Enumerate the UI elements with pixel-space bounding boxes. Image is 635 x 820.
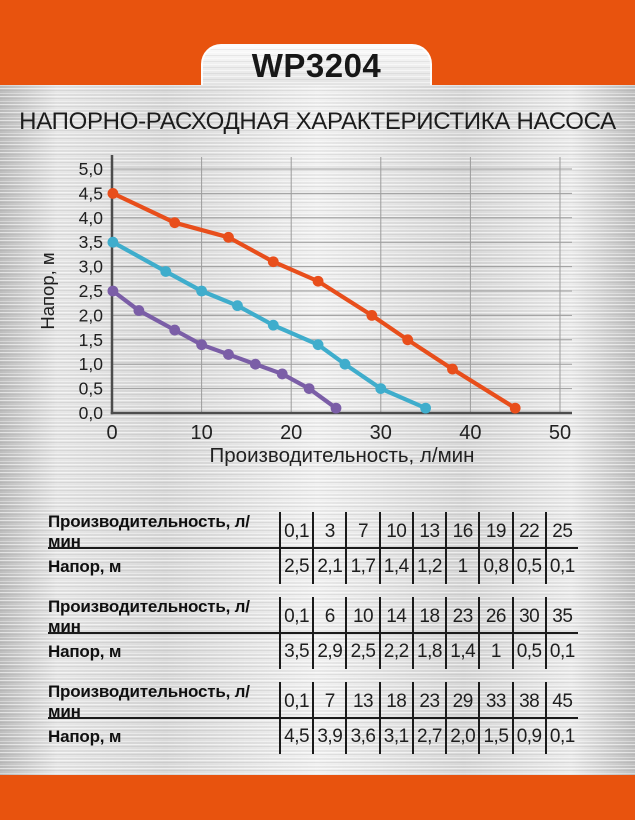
value-cell: 18 [379,682,412,722]
model-tab [201,44,432,85]
value-cell: 16 [445,512,478,552]
y-tick-label: 4,5 [78,183,103,204]
value-cell: 23 [445,597,478,637]
value-cell: 0,1 [279,682,312,722]
row-label: Производительность, л/мин [48,512,250,551]
value-cell: 33 [478,682,511,722]
model-number: WP3204 [251,46,382,84]
series-point-curve-low [304,383,315,394]
value-cell: 2,5 [279,549,312,584]
series-point-curve-low [196,339,207,350]
value-cell: 1,5 [478,719,511,754]
value-cell: 0,1 [279,597,312,637]
data-tables [48,512,578,767]
series-point-curve-low [331,403,342,414]
series-point-curve-low [277,369,288,380]
row-label: Напор, м [48,726,122,746]
footer-bar [0,775,635,820]
series-point-curve-mid [375,383,386,394]
x-tick-label: 20 [280,422,303,444]
pump-data-table [48,512,578,584]
series-point-curve-high [223,232,234,243]
x-tick-label: 30 [369,422,392,444]
table-row [48,512,578,549]
chart-canvas [0,145,635,480]
series-point-curve-high [107,188,118,199]
value-cell: 29 [445,682,478,722]
x-tick-label: 0 [106,422,118,444]
value-cell: 0,1 [545,549,578,584]
series-point-curve-mid [313,339,324,350]
value-cell: 10 [379,512,412,552]
value-cell: 26 [478,597,511,637]
pump-data-table [48,682,578,754]
value-cell: 2,1 [312,549,345,584]
value-cell: 7 [345,512,378,552]
value-cell: 1 [478,634,511,669]
series-point-curve-high [169,217,180,228]
series-point-curve-high [366,310,377,321]
value-cell: 13 [345,682,378,722]
y-tick-label: 4,0 [78,207,103,228]
value-cell: 3 [312,512,345,552]
value-cell: 19 [478,512,511,552]
table-row [48,634,578,669]
y-tick-label: 1,5 [78,329,103,350]
page-title: НАПОРНО-РАСХОДНАЯ ХАРАКТЕРИСТИКА НАСОСА [19,108,616,135]
x-tick-label: 40 [459,422,482,444]
value-cell: 22 [512,512,545,552]
value-cell: 0,8 [478,549,511,584]
y-tick-label: 2,5 [78,281,103,301]
y-tick-label: 3,5 [78,232,103,253]
value-cell: 3,6 [345,719,378,754]
value-cell: 2,2 [379,634,412,669]
row-label: Напор, м [48,556,122,576]
value-cell: 1,4 [379,549,412,584]
series-point-curve-mid [340,359,351,370]
header-bar [0,0,635,85]
series-point-curve-high [268,256,279,267]
value-cell: 35 [545,597,578,637]
value-cell: 0,9 [512,719,545,754]
table-row [48,549,578,584]
value-cell: 18 [412,597,445,637]
value-cell: 38 [512,682,545,722]
series-point-curve-high [313,276,324,287]
table-row [48,682,578,719]
value-cell: 1,4 [445,634,478,669]
value-cell: 0,1 [545,719,578,754]
table-row [48,719,578,754]
y-tick-label: 1,0 [78,354,103,375]
value-cell: 2,5 [345,634,378,669]
value-cell: 2,9 [312,634,345,669]
value-cell: 1,8 [412,634,445,669]
value-cell: 25 [545,512,578,552]
series-point-curve-high [447,364,458,375]
x-tick-label: 10 [190,422,213,444]
series-point-curve-low [169,325,180,336]
value-cell: 23 [412,682,445,722]
value-cell: 0,5 [512,634,545,669]
value-cell: 3,9 [312,719,345,754]
value-cell: 45 [545,682,578,722]
series-point-curve-low [223,349,234,360]
value-cell: 0,1 [279,512,312,552]
series-point-curve-mid [420,403,431,414]
x-axis-title: Производительность, л/мин [209,444,475,467]
value-cell: 30 [512,597,545,637]
y-axis-title: Напор, м [37,252,58,330]
value-cell: 0,1 [545,634,578,669]
value-cell: 14 [379,597,412,637]
row-label: Производительность, л/мин [48,597,250,636]
series-point-curve-mid [196,286,207,297]
y-tick-label: 5,0 [78,159,103,179]
series-line-curve-low [113,291,336,408]
pump-curve-chart [0,145,635,480]
series-point-curve-mid [268,320,279,331]
pump-data-table [48,597,578,669]
series-point-curve-low [133,305,144,316]
row-label: Производительность, л/мин [48,682,250,721]
value-cell: 1 [445,549,478,584]
series-point-curve-high [402,334,413,345]
y-tick-label: 3,0 [78,256,103,277]
value-cell: 2,7 [412,719,445,754]
row-label: Напор, м [48,641,122,661]
value-cell: 3,5 [279,634,312,669]
series-point-curve-mid [160,266,171,277]
value-cell: 4,5 [279,719,312,754]
value-cell: 0,5 [512,549,545,584]
table-row [48,597,578,634]
series-point-curve-low [250,359,261,370]
y-tick-label: 2,0 [78,305,103,326]
value-cell: 10 [345,597,378,637]
y-tick-label: 0,0 [78,403,103,423]
series-point-curve-high [510,403,521,414]
series-point-curve-low [107,286,118,297]
value-cell: 13 [412,512,445,552]
value-cell: 3,1 [379,719,412,754]
value-cell: 6 [312,597,345,637]
series-point-curve-mid [232,300,243,311]
value-cell: 1,2 [412,549,445,584]
value-cell: 2,0 [445,719,478,754]
y-tick-label: 0,5 [78,378,103,399]
value-cell: 7 [312,682,345,722]
value-cell: 1,7 [345,549,378,584]
x-tick-label: 50 [548,422,572,444]
series-point-curve-mid [107,237,118,248]
